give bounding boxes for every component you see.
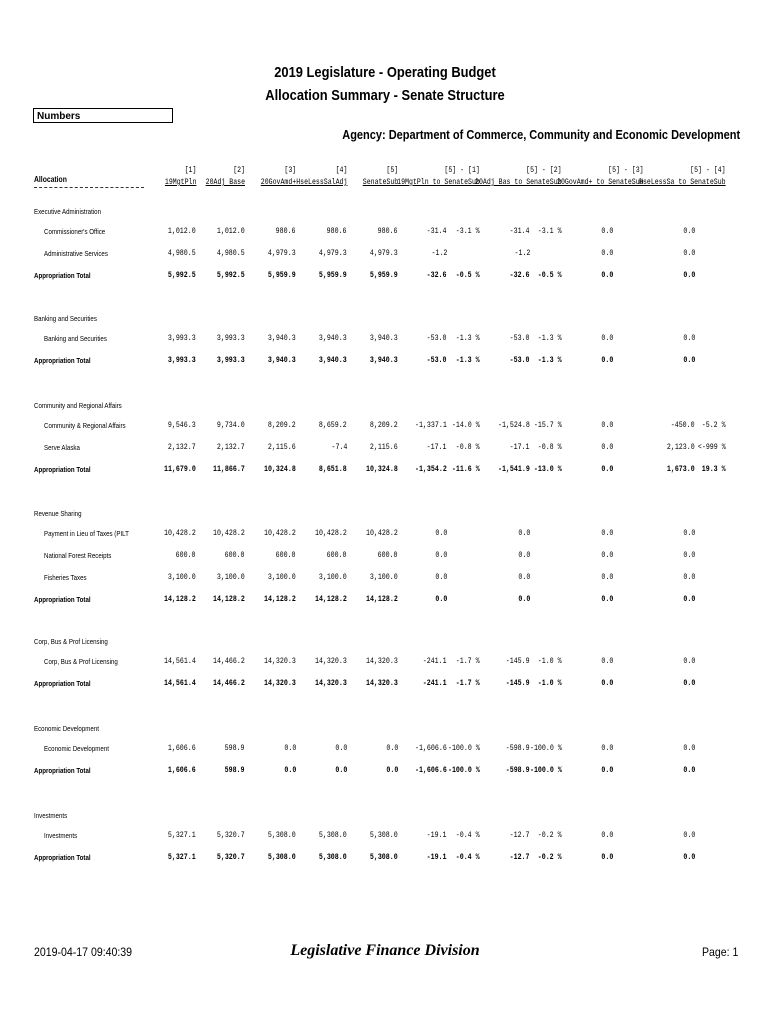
footer-page-number: Page: 1 — [701, 945, 738, 959]
table-cell: 0.0 — [601, 420, 613, 430]
group-heading: Economic Development — [34, 724, 99, 733]
table-cell: 5,959.9 — [370, 270, 398, 280]
table-cell: 3,940.3 — [370, 333, 398, 343]
table-cell: 0.0 — [601, 550, 613, 560]
table-cell: -1.3 % — [538, 333, 562, 343]
table-cell: -0.2 % — [538, 852, 562, 862]
table-cell: -31.4 — [510, 226, 530, 236]
table-cell: 0.0 — [435, 550, 447, 560]
table-cell: -19.1 — [427, 830, 447, 840]
column-number: [3] — [284, 166, 296, 175]
column-header — [397, 165, 480, 189]
table-cell: 0.0 — [683, 678, 695, 688]
allocation-column-header: Allocation — [34, 175, 67, 184]
table-cell: 10,428.2 — [366, 528, 398, 538]
table-cell: 8,209.2 — [370, 420, 398, 430]
table-cell: 9,546.3 — [168, 420, 196, 430]
table-cell: -100.0 % — [530, 765, 562, 775]
report-subtitle: Allocation Summary - Senate Structure — [265, 87, 505, 104]
table-cell: 0.0 — [601, 248, 613, 258]
table-cell: -53.0 — [427, 333, 447, 343]
table-cell: 3,940.3 — [319, 355, 347, 365]
group-heading: Executive Administration — [34, 207, 102, 216]
allocation-header-underline — [34, 187, 144, 188]
row-label: Administrative Services — [44, 249, 108, 258]
table-cell: -11.6 % — [452, 464, 480, 474]
column-number: [1] — [184, 166, 196, 175]
row-label: Payment in Lieu of Taxes (PILT — [44, 529, 129, 538]
table-cell: -100.0 % — [448, 743, 480, 753]
row-label: Corp, Bus & Prof Licensing — [44, 657, 118, 666]
table-cell: 0.0 — [386, 743, 398, 753]
table-cell: 0.0 — [683, 830, 695, 840]
table-cell: -0.4 % — [456, 830, 480, 840]
row-label: Appropriation Total — [34, 766, 91, 775]
table-cell: -450.0 — [671, 420, 695, 430]
table-cell: 5,320.7 — [217, 830, 245, 840]
table-cell: 0.0 — [683, 226, 695, 236]
row-label: Appropriation Total — [34, 271, 91, 280]
table-cell: 600.0 — [276, 550, 296, 560]
table-cell: 0.0 — [435, 572, 447, 582]
table-cell: 0.0 — [386, 765, 398, 775]
table-cell: 4,980.5 — [217, 248, 245, 258]
row-label: Appropriation Total — [34, 356, 91, 365]
table-cell: 0.0 — [335, 765, 347, 775]
table-cell: -1.7 % — [456, 656, 480, 666]
row-label: Fisheries Taxes — [44, 573, 87, 582]
table-cell: 0.0 — [683, 743, 695, 753]
table-cell: -0.8 % — [456, 442, 480, 452]
column-label: HseLessSalAdj — [295, 178, 347, 187]
numbers-box: Numbers — [33, 108, 173, 123]
table-cell: -598.9 — [506, 743, 530, 753]
column-header — [557, 165, 644, 189]
table-cell: 14,320.3 — [315, 656, 347, 666]
table-cell: 14,466.2 — [213, 678, 245, 688]
group-heading: Corp, Bus & Prof Licensing — [34, 637, 108, 646]
row-label: Commissioner's Office — [44, 227, 106, 236]
table-cell: -31.4 — [427, 226, 447, 236]
group-heading: Investments — [34, 811, 68, 820]
table-cell: -3.1 % — [538, 226, 562, 236]
table-cell: 0.0 — [601, 333, 613, 343]
table-cell: 0.0 — [683, 550, 695, 560]
table-cell: 3,940.3 — [268, 333, 296, 343]
table-cell: 1,012.0 — [217, 226, 245, 236]
table-cell: 2,123.0 — [667, 442, 695, 452]
table-cell: 11,866.7 — [213, 464, 245, 474]
table-cell: 2,132.7 — [217, 442, 245, 452]
table-cell: -1,541.9 — [498, 464, 530, 474]
row-label: Appropriation Total — [34, 853, 91, 862]
row-label: Serve Alaska — [44, 443, 80, 452]
table-cell: 14,320.3 — [264, 656, 296, 666]
table-cell: 2,115.6 — [268, 442, 296, 452]
table-cell: -12.7 — [510, 852, 530, 862]
table-cell: 3,100.0 — [319, 572, 347, 582]
table-cell: -0.2 % — [538, 830, 562, 840]
table-cell: 10,428.2 — [164, 528, 196, 538]
table-cell: 0.0 — [335, 743, 347, 753]
table-cell: -1,337.1 — [415, 420, 447, 430]
table-cell: 5,959.9 — [319, 270, 347, 280]
table-cell: 3,993.3 — [217, 355, 245, 365]
table-cell: 0.0 — [435, 528, 447, 538]
column-number: [5] — [386, 166, 398, 175]
table-cell: -1.0 % — [538, 656, 562, 666]
table-cell: -17.1 — [427, 442, 447, 452]
table-cell: 0.0 — [518, 528, 530, 538]
table-cell: <-999 % — [698, 442, 726, 452]
column-number: [4] — [335, 166, 347, 175]
table-cell: -1.3 % — [456, 333, 480, 343]
column-header — [206, 165, 245, 189]
table-cell: 8,651.8 — [319, 464, 347, 474]
table-cell: 0.0 — [601, 594, 613, 604]
row-label: Community & Regional Affairs — [44, 421, 126, 430]
table-cell: 3,993.3 — [168, 333, 196, 343]
table-cell: -1.3 % — [456, 355, 480, 365]
table-cell: 600.0 — [327, 550, 347, 560]
column-header — [639, 165, 726, 189]
table-cell: 10,324.8 — [264, 464, 296, 474]
table-cell: -15.7 % — [534, 420, 562, 430]
table-cell: 0.0 — [601, 355, 613, 365]
table-cell: 3,993.3 — [217, 333, 245, 343]
table-cell: 14,561.4 — [164, 656, 196, 666]
table-cell: 3,100.0 — [168, 572, 196, 582]
table-cell: 4,979.3 — [268, 248, 296, 258]
column-number: [5] - [4] — [690, 166, 726, 175]
table-cell: 0.0 — [284, 743, 296, 753]
table-cell: 14,128.2 — [164, 594, 196, 604]
column-label: 19MgtPln to SenateSub — [397, 178, 480, 187]
table-cell: -13.0 % — [534, 464, 562, 474]
table-cell: 0.0 — [683, 656, 695, 666]
table-cell: 19.3 % — [702, 464, 726, 474]
column-label: 20GovAmd+ to SenateSub — [557, 178, 644, 187]
table-cell: -12.7 — [510, 830, 530, 840]
column-header — [363, 165, 398, 189]
table-cell: 3,993.3 — [168, 355, 196, 365]
table-cell: 0.0 — [601, 678, 613, 688]
table-cell: 5,320.7 — [217, 852, 245, 862]
table-cell: 980.6 — [327, 226, 347, 236]
table-cell: 0.0 — [683, 852, 695, 862]
table-cell: -19.1 — [427, 852, 447, 862]
table-cell: -145.9 — [506, 656, 530, 666]
table-cell: 14,128.2 — [264, 594, 296, 604]
table-cell: 14,466.2 — [213, 656, 245, 666]
table-cell: 0.0 — [683, 765, 695, 775]
column-number: [5] - [3] — [608, 166, 644, 175]
footer-timestamp: 2019-04-17 09:40:39 — [34, 945, 133, 959]
table-cell: -1.2 — [514, 248, 530, 258]
table-cell: 14,320.3 — [366, 656, 398, 666]
row-label: National Forest Receipts — [44, 551, 112, 560]
table-cell: 1,673.0 — [667, 464, 695, 474]
table-cell: -241.1 — [423, 678, 447, 688]
table-cell: -1,606.6 — [415, 765, 447, 775]
table-cell: 1,606.6 — [168, 743, 196, 753]
table-cell: 5,992.5 — [217, 270, 245, 280]
table-cell: 0.0 — [601, 572, 613, 582]
table-cell: 0.0 — [601, 226, 613, 236]
table-cell: -1.0 % — [538, 678, 562, 688]
table-cell: -0.5 % — [538, 270, 562, 280]
table-cell: 10,428.2 — [264, 528, 296, 538]
column-label: SenateSub — [362, 178, 398, 187]
table-cell: 8,659.2 — [319, 420, 347, 430]
table-cell: 5,992.5 — [168, 270, 196, 280]
table-cell: 0.0 — [601, 656, 613, 666]
table-cell: -53.0 — [427, 355, 447, 365]
table-cell: -32.6 — [427, 270, 447, 280]
table-cell: 598.9 — [225, 765, 245, 775]
table-cell: 0.0 — [683, 594, 695, 604]
table-cell: 0.0 — [284, 765, 296, 775]
table-cell: -100.0 % — [530, 743, 562, 753]
table-cell: -1.7 % — [456, 678, 480, 688]
table-cell: 0.0 — [601, 442, 613, 452]
table-cell: 0.0 — [601, 765, 613, 775]
table-cell: 0.0 — [601, 270, 613, 280]
table-cell: 14,320.3 — [315, 678, 347, 688]
table-cell: -0.4 % — [456, 852, 480, 862]
table-cell: 14,128.2 — [315, 594, 347, 604]
table-cell: 0.0 — [518, 572, 530, 582]
table-cell: 4,979.3 — [319, 248, 347, 258]
footer-division: Legislative Finance Division — [290, 942, 480, 959]
table-cell: 3,940.3 — [268, 355, 296, 365]
table-cell: 0.0 — [683, 270, 695, 280]
table-cell: 3,100.0 — [217, 572, 245, 582]
column-number: [5] - [2] — [526, 166, 562, 175]
table-cell: 0.0 — [683, 572, 695, 582]
column-label: 20GovAmd+ — [260, 178, 296, 187]
table-cell: 0.0 — [683, 355, 695, 365]
table-cell: -0.5 % — [456, 270, 480, 280]
row-label: Appropriation Total — [34, 595, 91, 604]
table-cell: -1,354.2 — [415, 464, 447, 474]
table-cell: 5,308.0 — [370, 852, 398, 862]
row-label: Economic Development — [44, 744, 109, 753]
table-cell: 980.6 — [378, 226, 398, 236]
table-cell: 600.0 — [378, 550, 398, 560]
table-cell: 3,100.0 — [370, 572, 398, 582]
table-cell: -53.0 — [510, 355, 530, 365]
table-cell: 10,428.2 — [213, 528, 245, 538]
column-label: 20Adj Bas to SenateSub — [475, 178, 562, 187]
column-label: HseLessSa to SenateSub — [639, 178, 726, 187]
column-header — [475, 165, 562, 189]
table-cell: -1,606.6 — [415, 743, 447, 753]
table-cell: 2,115.6 — [370, 442, 398, 452]
table-cell: 14,320.3 — [366, 678, 398, 688]
table-cell: 3,940.3 — [370, 355, 398, 365]
column-number: [2] — [233, 166, 245, 175]
table-cell: -7.4 — [331, 442, 347, 452]
table-cell: 598.9 — [225, 743, 245, 753]
table-cell: -3.1 % — [456, 226, 480, 236]
table-cell: 8,209.2 — [268, 420, 296, 430]
table-cell: 0.0 — [601, 852, 613, 862]
table-cell: 14,128.2 — [213, 594, 245, 604]
table-cell: 0.0 — [601, 743, 613, 753]
column-label: 20Adj Base — [205, 178, 245, 187]
table-cell: 5,327.1 — [168, 830, 196, 840]
table-cell: -100.0 % — [448, 765, 480, 775]
table-cell: 600.0 — [176, 550, 196, 560]
table-cell: 4,979.3 — [370, 248, 398, 258]
table-cell: 0.0 — [601, 528, 613, 538]
table-cell: 11,679.0 — [164, 464, 196, 474]
table-cell: 5,308.0 — [319, 830, 347, 840]
table-cell: -53.0 — [510, 333, 530, 343]
group-heading: Revenue Sharing — [34, 509, 82, 518]
column-number: [5] - [1] — [444, 166, 480, 175]
table-cell: -145.9 — [506, 678, 530, 688]
group-heading: Community and Regional Affairs — [34, 401, 122, 410]
table-cell: 14,128.2 — [366, 594, 398, 604]
table-cell: -5.2 % — [702, 420, 726, 430]
table-cell: 0.0 — [601, 464, 613, 474]
table-cell: 0.0 — [683, 248, 695, 258]
table-cell: 980.6 — [276, 226, 296, 236]
table-cell: 0.0 — [601, 830, 613, 840]
table-cell: 0.0 — [518, 594, 530, 604]
table-cell: 5,308.0 — [370, 830, 398, 840]
table-cell: -32.6 — [510, 270, 530, 280]
table-cell: 1,606.6 — [168, 765, 196, 775]
column-header — [296, 165, 347, 189]
table-cell: -598.9 — [506, 765, 530, 775]
group-heading: Banking and Securities — [34, 314, 97, 323]
column-label: 19MgtPln — [164, 178, 196, 187]
table-cell: 3,100.0 — [268, 572, 296, 582]
table-cell: 3,940.3 — [319, 333, 347, 343]
table-cell: 5,308.0 — [319, 852, 347, 862]
table-cell: -1.3 % — [538, 355, 562, 365]
table-cell: 14,320.3 — [264, 678, 296, 688]
table-cell: 600.0 — [225, 550, 245, 560]
table-cell: -0.8 % — [538, 442, 562, 452]
column-header — [261, 165, 296, 189]
row-label: Banking and Securities — [44, 334, 107, 343]
table-cell: 10,324.8 — [366, 464, 398, 474]
table-cell: 5,308.0 — [268, 852, 296, 862]
table-cell: 1,012.0 — [168, 226, 196, 236]
table-cell: 10,428.2 — [315, 528, 347, 538]
table-cell: -1.2 — [431, 248, 447, 258]
column-header — [165, 165, 196, 189]
table-cell: 0.0 — [683, 528, 695, 538]
table-cell: 9,734.0 — [217, 420, 245, 430]
table-cell: -17.1 — [510, 442, 530, 452]
row-label: Appropriation Total — [34, 679, 91, 688]
row-label: Investments — [44, 831, 78, 840]
table-cell: 14,561.4 — [164, 678, 196, 688]
table-cell: -14.0 % — [452, 420, 480, 430]
table-cell: 0.0 — [435, 594, 447, 604]
table-cell: 5,327.1 — [168, 852, 196, 862]
table-cell: 5,308.0 — [268, 830, 296, 840]
agency-heading: Agency: Department of Commerce, Community and Economic Development — [342, 128, 740, 142]
report-title: 2019 Legislature - Operating Budget — [274, 64, 496, 81]
row-label: Appropriation Total — [34, 465, 91, 474]
table-cell: 2,132.7 — [168, 442, 196, 452]
table-cell: -1,524.8 — [498, 420, 530, 430]
table-cell: -241.1 — [423, 656, 447, 666]
table-cell: 0.0 — [518, 550, 530, 560]
table-cell: 5,959.9 — [268, 270, 296, 280]
table-cell: 4,980.5 — [168, 248, 196, 258]
table-cell: 0.0 — [683, 333, 695, 343]
